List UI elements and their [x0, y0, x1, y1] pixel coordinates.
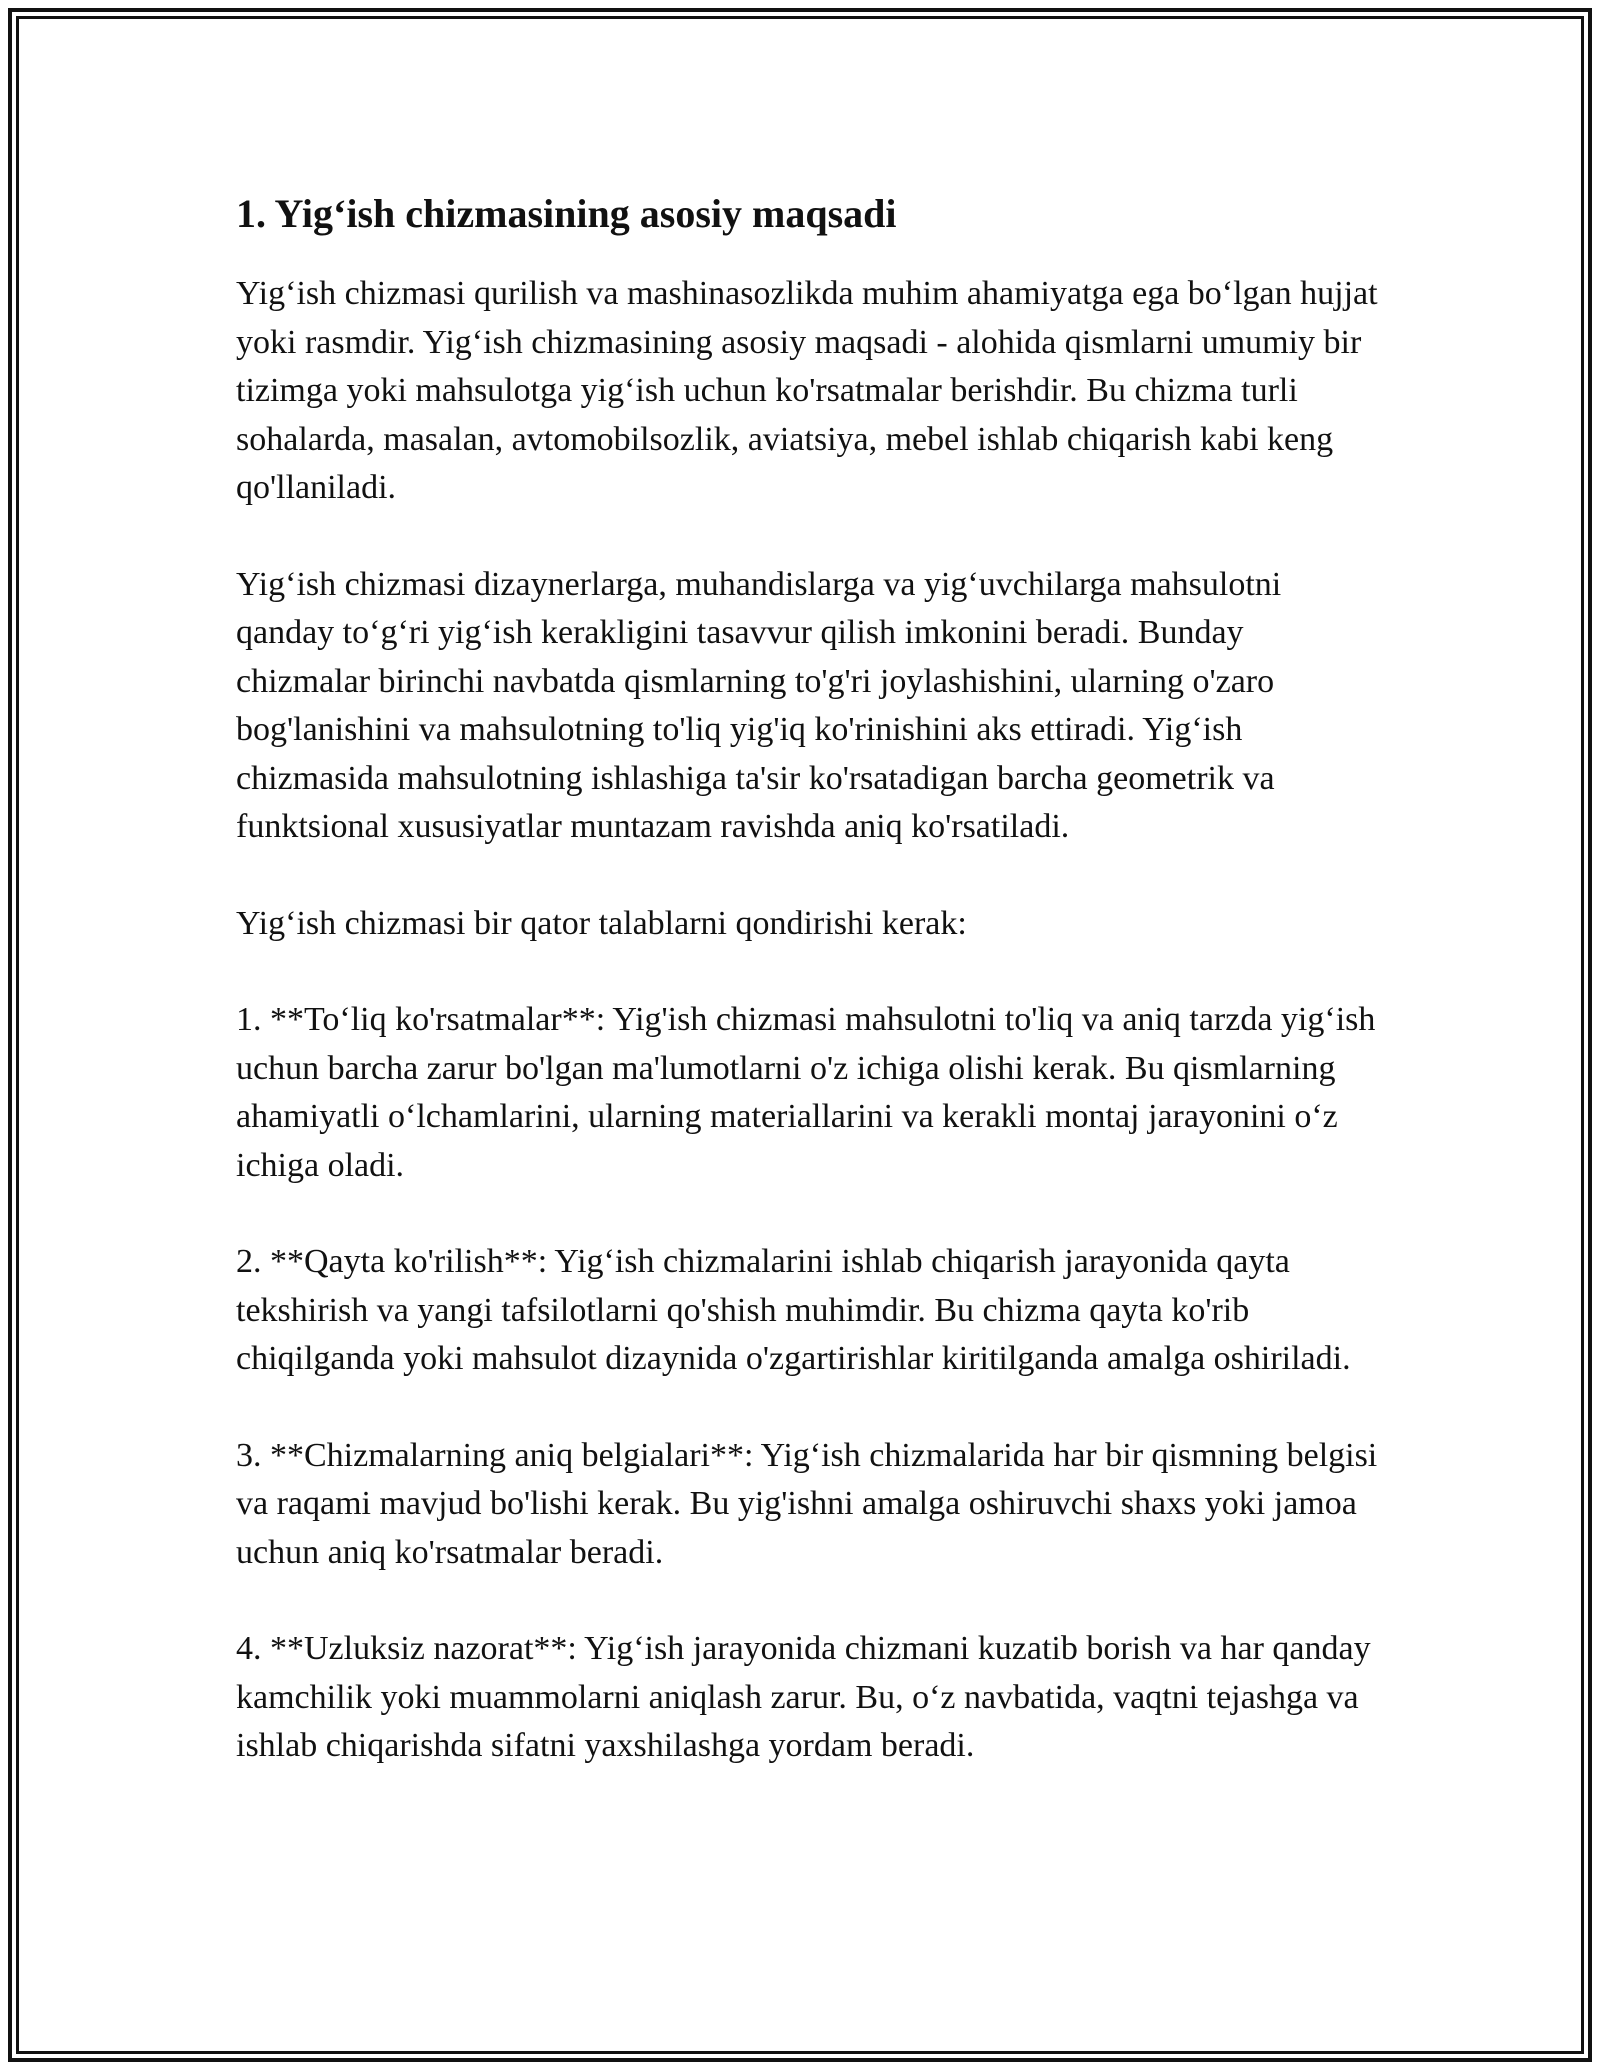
list-item-designations: 3. **Chizmalarning aniq belgialari**: Yig‘ish chizmalarida har bir qismning belgisi va raqami mavjud bo'lishi kerak. Bu yig'ishni amalga oshiruvchi shaxs yoki jamoa uchun aniq ko'rsatmalar beradi. [236, 1436, 1378, 1571]
list-item-review: 2. **Qayta ko'rilish**: Yig‘ish chizmalarini ishlab chiqarish jarayonida qayta tekshirish va yangi tafsilotlarni qo'shish muhimdir. Bu chizma qayta ko'rib chiqilganda yoki mahsulot dizaynida o'zgartirishlar kiritilganda amalga oshiriladi. [236, 1243, 1351, 1377]
paragraph-intro: Yig‘ish chizmasi qurilish va mashinasozlikda muhim ahamiyatga ega bo‘lgan hujjat yoki rasmdir. Yig‘ish chizmasining asosiy maqsadi - alohida qismlarni umumiy bir tizimga yoki mahsulotga yig‘ish uchun ko'rsatmalar berishdir. Bu chizma turli sohalarda, masalan, avtomobilsozlik, aviatsiya, mebel ishlab chiqarish kabi keng qo'llaniladi. [236, 275, 1378, 506]
list-item-complete-instructions: 1. **To‘liq ko'rsatmalar**: Yig'ish chizmasi mahsulotni to'liq va aniq tarzda yig‘ish uchun barcha zarur bo'lgan ma'lumotlarni o'z ichiga olishi kerak. Bu qismlarning ahamiyatli o‘lchamlarini, ularning materiallarini va kerakli montaj jarayonini o‘z ichiga oladi. [236, 1001, 1376, 1184]
list-item-continuous-control: 4. **Uzluksiz nazorat**: Yig‘ish jarayonida chizmani kuzatib borish va har qanday kamchilik yoki muammolarni aniqlash zarur. Bu, o‘z navbatida, vaqtni tejashga va ishlab chiqarishda sifatni yaxshilashga yordam beradi. [236, 1630, 1371, 1764]
section-heading: 1. Yig‘ish chizmasining asosiy maqsadi [236, 191, 897, 236]
paragraph-requirements-lead: Yig‘ish chizmasi bir qator talablarni qondirishi kerak: [236, 904, 967, 942]
document-body [236, 186, 1386, 1819]
paragraph-purpose: Yig‘ish chizmasi dizaynerlarga, muhandislarga va yig‘uvchilarga mahsulotni qanday to‘g‘ri yig‘ish kerakligini tasavvur qilish imkonini beradi. Bunday chizmalar birinchi navbatda qismlarning to'g'ri joylashishini, ularning o'zaro bog'lanishini va mahsulotning to'liq yig'iq ko'rinishini aks ettiradi. Yig‘ish chizmasida mahsulotning ishlashiga ta'sir ko'rsatadigan barcha geometrik va funktsional xususiyatlar muntazam ravishda aniq ko'rsatiladi. [236, 565, 1282, 845]
